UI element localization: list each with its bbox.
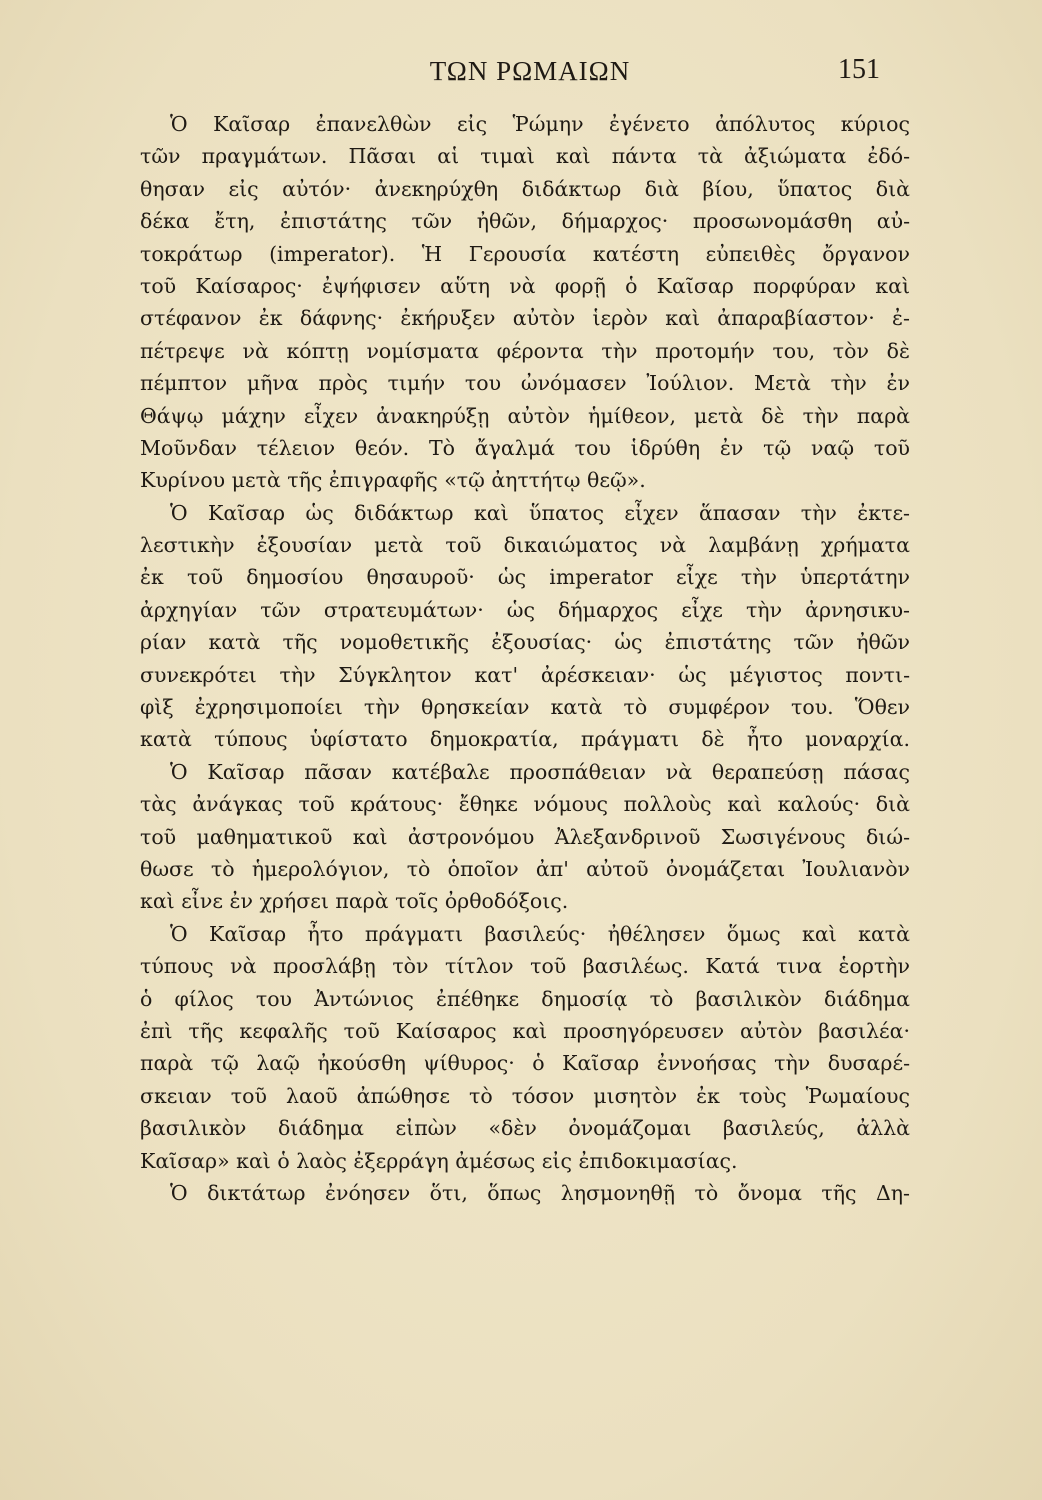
text-line: Ὁ Καῖσαρ πᾶσαν κατέβαλε προσπάθειαν νὰ θεραπεύσῃ πάσας (170, 759, 910, 784)
text-line: σκειαν τοῦ λαοῦ ἀπώθησε τὸ τόσον μισητὸν ἐκ τοὺς Ῥωμαίους (140, 1083, 910, 1108)
text-line: ἐπὶ τῆς κεφαλῆς τοῦ Καίσαρος καὶ προσηγόρευσεν αὐτὸν βασιλέα· (140, 1018, 910, 1043)
text-line: δέκα ἔτη, ἐπιστάτης τῶν ἠθῶν, δήμαρχος· προσωνομάσθη αὐ- (140, 209, 910, 234)
text-line: Κυρίνου μετὰ τῆς ἐπιγραφῆς «τῷ ἀηττήτῳ θεῷ». (140, 468, 646, 493)
text-line: Ὁ Καῖσαρ ἦτο πράγματι βασιλεύς· ἠθέλησεν ὅμως καὶ κατὰ (170, 921, 910, 946)
text-line: βασιλικὸν διάδημα εἰπὼν «δὲν ὀνομάζομαι βασιλεύς, ἀλλὰ (140, 1116, 910, 1141)
page-header (150, 52, 910, 92)
text-line: Ὁ Καῖσαρ ὡς διδάκτωρ καὶ ὕπατος εἶχεν ἅπασαν τὴν ἐκτε- (170, 500, 910, 525)
text-line: τοῦ μαθηματικοῦ καὶ ἀστρονόμου Ἀλεξανδρινοῦ Σωσιγένους διώ- (140, 824, 910, 849)
text-line: Ὁ Καῖσαρ ἐπανελθὼν εἰς Ῥώμην ἐγένετο ἀπόλυτος κύριος (170, 112, 910, 136)
body-text (140, 108, 910, 1209)
page-number: 151 (838, 54, 880, 85)
text-line: λεστικὴν ἐξουσίαν μετὰ τοῦ δικαιώματος νὰ λαμβάνῃ χρήματα (140, 533, 910, 558)
text-line: καὶ εἶνε ἐν χρήσει παρὰ τοῖς ὀρθοδόξοις. (140, 889, 569, 914)
text-line: θησαν εἰς αὐτόν· ἀνεκηρύχθη διδάκτωρ διὰ βίου, ὕπατος διὰ (140, 176, 910, 201)
running-title: ΤΩΝ ΡΩΜΑΙΩΝ (429, 56, 631, 86)
text-line: τοῦ Καίσαρος· ἐψήφισεν αὕτη νὰ φορῇ ὁ Καῖσαρ πορφύραν καὶ (140, 273, 910, 298)
text-line: τοκράτωρ (imperator). Ἡ Γερουσία κατέστη εὐπειθὲς ὄργανον (140, 241, 910, 266)
text-line: τὰς ἀνάγκας τοῦ κράτους· ἔθηκε νόμους πολλοὺς καὶ καλούς· διὰ (140, 792, 910, 817)
text-line: ρίαν κατὰ τῆς νομοθετικῆς ἐξουσίας· ὡς ἐπιστάτης τῶν ἠθῶν (140, 630, 910, 655)
text-line: φὶξ ἐχρησιμοποίει τὴν θρησκείαν κατὰ τὸ συμφέρον του. Ὅθεν (140, 695, 910, 720)
text-line: πέτρεψε νὰ κόπτῃ νομίσματα φέροντα τὴν προτομήν του, τὸν δὲ (140, 338, 910, 363)
text-line: θωσε τὸ ἡμερολόγιον, τὸ ὁποῖον ἀπ' αὐτοῦ ὀνομάζεται Ἰουλιανὸν (140, 856, 910, 881)
text-line: ὁ φίλος του Ἀντώνιος ἐπέθηκε δημοσίᾳ τὸ βασιλικὸν διάδημα (140, 986, 910, 1011)
text-line: συνεκρότει τὴν Σύγκλητον κατ' ἀρέσκειαν· ὡς μέγιστος ποντι- (140, 662, 910, 687)
text-line: ἀρχηγίαν τῶν στρατευμάτων· ὡς δήμαρχος εἶχε τὴν ἀρνησικυ- (140, 597, 910, 622)
text-line: στέφανον ἐκ δάφνης· ἐκήρυξεν αὐτὸν ἱερὸν καὶ ἀπαραβίαστον· ἐ- (140, 306, 910, 331)
text-line: Θάψῳ μάχην εἶχεν ἀνακηρύξῃ αὐτὸν ἡμίθεον, μετὰ δὲ τὴν παρὰ (140, 403, 910, 428)
text-line: κατὰ τύπους ὑφίστατο δημοκρατία, πράγματι δὲ ἦτο μοναρχία. (140, 727, 910, 752)
text-line: ἐκ τοῦ δημοσίου θησαυροῦ· ὡς imperator εἶχε τὴν ὑπερτάτην (140, 565, 910, 590)
text-line: πέμπτον μῆνα πρὸς τιμήν του ὠνόμασεν Ἰούλιον. Μετὰ τὴν ἐν (140, 371, 910, 396)
text-line: Ὁ δικτάτωρ ἐνόησεν ὅτι, ὅπως λησμονηθῇ τὸ ὄνομα τῆς Δη- (170, 1180, 910, 1205)
text-line: παρὰ τῷ λαῷ ἠκούσθη ψίθυρος· ὁ Καῖσαρ ἐννοήσας τὴν δυσαρέ- (140, 1051, 910, 1076)
text-line: Καῖσαρ» καὶ ὁ λαὸς ἐξερράγη ἀμέσως εἰς ἐπιδοκιμασίας. (140, 1148, 738, 1173)
text-line: Μοῦνδαν τέλειον θεόν. Τὸ ἄγαλμά του ἱδρύθη ἐν τῷ ναῷ τοῦ (140, 435, 910, 460)
text-line: τῶν πραγμάτων. Πᾶσαι αἱ τιμαὶ καὶ πάντα τὰ ἀξιώματα ἐδό- (140, 144, 910, 169)
text-line: τύπους νὰ προσλάβῃ τὸν τίτλον τοῦ βασιλέως. Κατά τινα ἑορτὴν (140, 954, 910, 979)
